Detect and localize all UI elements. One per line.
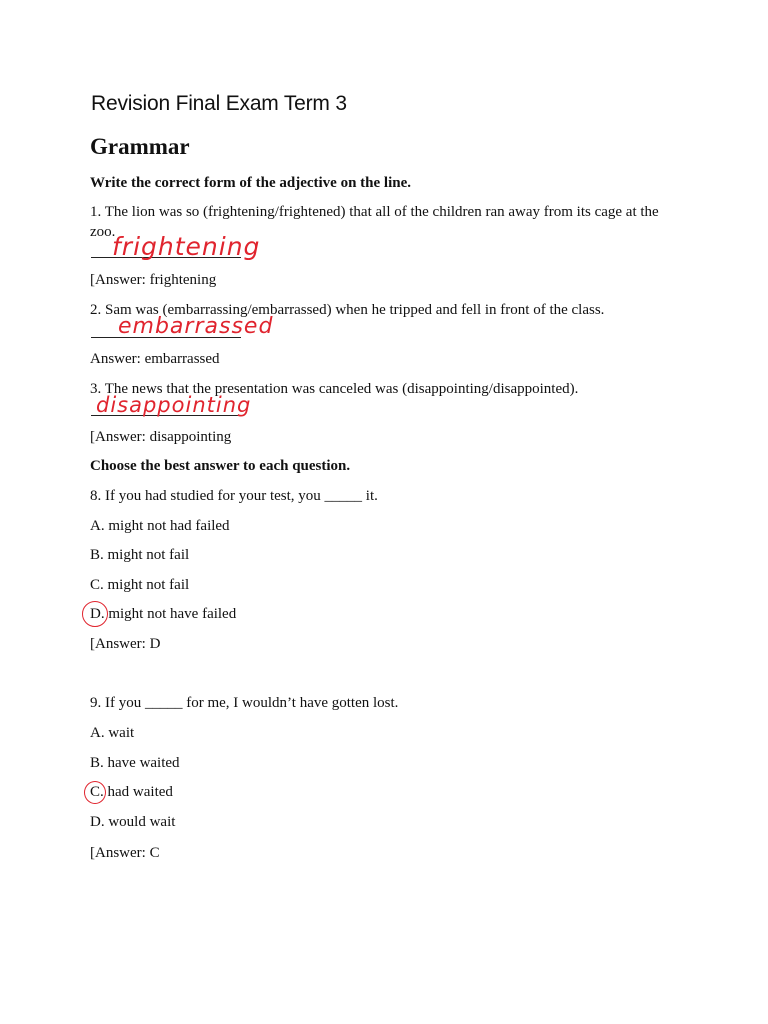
question-1-line2: zoo. [90, 224, 116, 240]
question-9-option-c: C. had waited [90, 784, 173, 800]
handwritten-answer-1: frightening [112, 232, 261, 261]
part1-instruction: Write the correct form of the adjective on the line. [90, 175, 411, 191]
question-8-stem: 8. If you had studied for your test, you _____ it. [90, 488, 378, 504]
answer-key-1: [Answer: frightening [90, 272, 217, 288]
question-8-option-d: D. might not have failed [90, 606, 237, 622]
answer-key-2: Answer: embarrassed [90, 351, 220, 367]
question-3-line1: 3. The news that the presentation was canceled was (disappointing/disappointed). [90, 381, 579, 397]
question-9-option-b: B. have waited [90, 755, 180, 771]
question-9-option-a: A. wait [90, 725, 135, 741]
question-1-line1: 1. The lion was so (frightening/frightened) that all of the children ran away from its cage at the [90, 204, 659, 220]
question-8-option-c: C. might not fail [90, 577, 190, 593]
answer-key-3: [Answer: disappointing [90, 429, 232, 445]
question-9-option-d: D. would wait [90, 814, 176, 830]
part2-instruction: Choose the best answer to each question. [90, 458, 351, 474]
answer-key-9: [Answer: C [90, 845, 160, 861]
selection-circle-9 [84, 781, 106, 804]
question-2-line1: 2. Sam was (embarrassing/embarrassed) when he tripped and fell in front of the class. [90, 302, 605, 318]
page-title: Revision Final Exam Term 3 [91, 92, 347, 115]
handwritten-answer-3: disappointing [96, 393, 252, 417]
section-heading: Grammar [90, 134, 190, 159]
answer-key-8: [Answer: D [90, 636, 161, 652]
question-8-option-b: B. might not fail [90, 547, 190, 563]
question-8-option-a: A. might not had failed [90, 518, 230, 534]
question-9-stem: 9. If you _____ for me, I wouldn’t have gotten lost. [90, 695, 399, 711]
handwritten-answer-2: embarrassed [118, 314, 274, 339]
selection-circle-8 [82, 601, 108, 627]
